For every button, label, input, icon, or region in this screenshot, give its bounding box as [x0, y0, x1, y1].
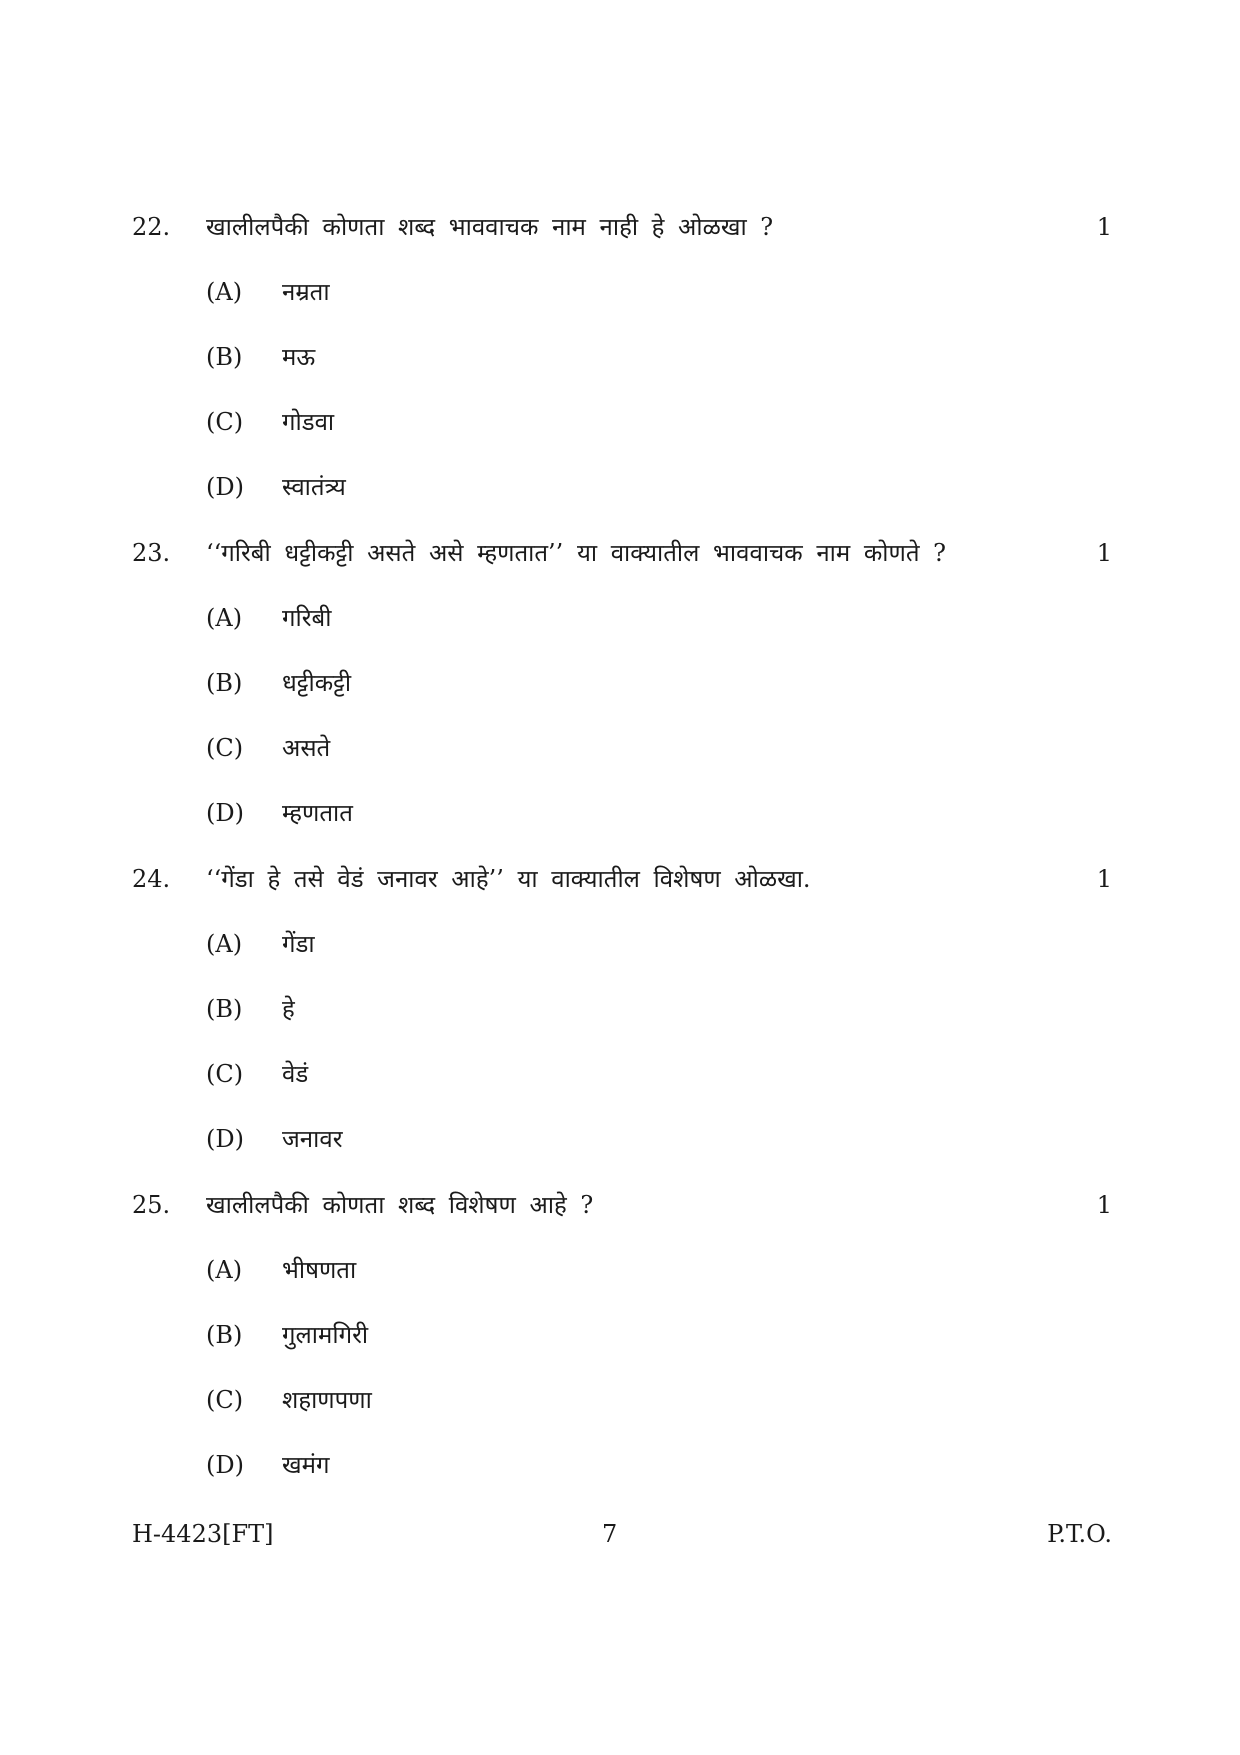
option-label: (C) — [206, 1060, 244, 1088]
option-text: खमंग — [282, 1451, 330, 1479]
option-text: गरिबी — [282, 604, 332, 632]
question-24 — [132, 857, 1122, 1161]
option-text: गेंडा — [282, 930, 315, 958]
option-text: धट्टीकट्टी — [282, 669, 352, 697]
option-d — [132, 791, 1122, 835]
option-text: गोडवा — [282, 408, 335, 436]
paper-code: H-4423[FT] — [132, 1520, 274, 1548]
option-text: असते — [282, 734, 331, 762]
question-text: ‘‘गरिबी धट्टीकट्टी असते असे म्हणतात’’ या वाक्यातील भाववाचक नाम कोणते ? — [206, 539, 947, 567]
question-22 — [132, 205, 1122, 509]
option-label: (D) — [206, 473, 244, 501]
pto-label: P.T.O. — [1047, 1520, 1112, 1548]
option-label: (A) — [206, 930, 243, 958]
option-label: (C) — [206, 1386, 244, 1414]
option-b — [132, 335, 1122, 379]
question-text: ‘‘गेंडा हे तसे वेडं जनावर आहे’’ या वाक्यातील विशेषण ओळखा. — [206, 865, 811, 893]
option-label: (C) — [206, 734, 244, 762]
option-label: (A) — [206, 604, 243, 632]
option-label: (D) — [206, 799, 244, 827]
option-label: (B) — [206, 1321, 243, 1349]
option-text: वेडं — [282, 1060, 309, 1088]
option-label: (A) — [206, 278, 243, 306]
option-text: हे — [282, 995, 295, 1023]
question-row — [132, 857, 1122, 901]
option-label: (A) — [206, 1256, 243, 1284]
option-a — [132, 270, 1122, 314]
option-d — [132, 1117, 1122, 1161]
option-c — [132, 400, 1122, 444]
option-label: (B) — [206, 995, 243, 1023]
option-label: (B) — [206, 343, 243, 371]
option-text: शहाणपणा — [282, 1386, 372, 1414]
question-number: 23. — [132, 539, 171, 567]
question-row — [132, 205, 1122, 249]
option-a — [132, 1248, 1122, 1292]
option-text: स्वातंत्र्य — [282, 473, 346, 501]
question-number: 24. — [132, 865, 171, 893]
option-d — [132, 465, 1122, 509]
option-text: गुलामगिरी — [282, 1321, 369, 1349]
page-number: 7 — [602, 1520, 618, 1548]
option-c — [132, 726, 1122, 770]
option-label: (B) — [206, 669, 243, 697]
question-marks: 1 — [1096, 539, 1112, 567]
option-label: (D) — [206, 1125, 244, 1153]
question-number: 25. — [132, 1191, 171, 1219]
option-d — [132, 1443, 1122, 1487]
question-text: खालीलपैकी कोणता शब्द विशेषण आहे ? — [206, 1191, 594, 1219]
option-text: नम्रता — [282, 278, 330, 306]
question-marks: 1 — [1096, 1191, 1112, 1219]
option-text: जनावर — [282, 1125, 343, 1153]
option-b — [132, 1313, 1122, 1357]
option-text: मऊ — [282, 343, 316, 371]
option-a — [132, 596, 1122, 640]
question-23 — [132, 531, 1122, 835]
option-label: (D) — [206, 1451, 244, 1479]
option-c — [132, 1052, 1122, 1096]
question-number: 22. — [132, 213, 171, 241]
option-c — [132, 1378, 1122, 1422]
option-b — [132, 987, 1122, 1031]
question-text: खालीलपैकी कोणता शब्द भाववाचक नाम नाही हे ओळखा ? — [206, 213, 774, 241]
option-b — [132, 661, 1122, 705]
question-row — [132, 1183, 1122, 1227]
question-marks: 1 — [1096, 865, 1112, 893]
question-row — [132, 531, 1122, 575]
question-marks: 1 — [1096, 213, 1112, 241]
option-a — [132, 922, 1122, 966]
page-footer — [132, 1512, 1112, 1556]
option-text: म्हणतात — [282, 799, 353, 827]
option-text: भीषणता — [282, 1256, 357, 1284]
question-25 — [132, 1183, 1122, 1487]
option-label: (C) — [206, 408, 244, 436]
